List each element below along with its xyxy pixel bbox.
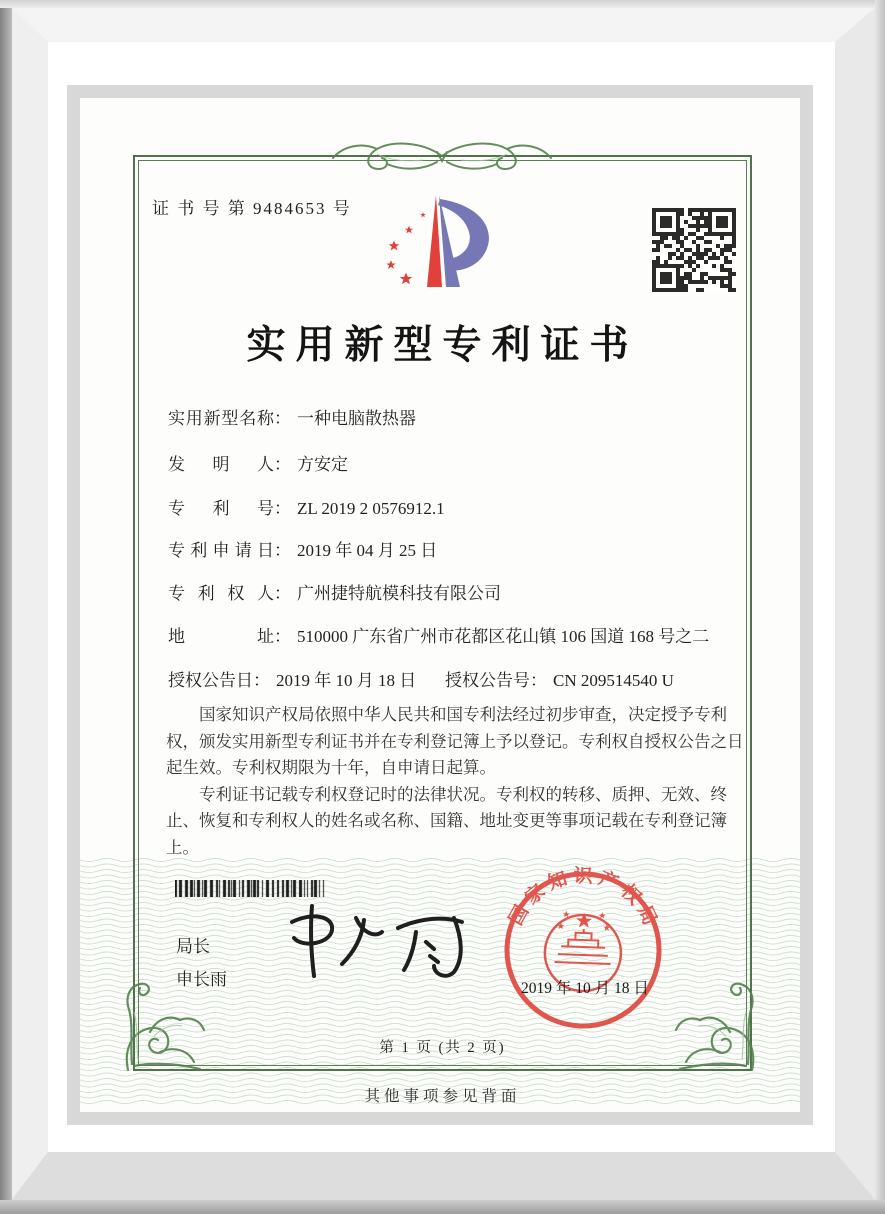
field-value: 方安定 <box>297 455 348 474</box>
cnipa-logo-icon <box>380 188 510 298</box>
field-row-filing-date <box>168 536 437 561</box>
field-label: 专利权人 <box>168 584 274 603</box>
certificate-number: 证 书 号 第 9484653 号 <box>152 199 352 218</box>
frame-edge-top <box>0 0 885 8</box>
label-colon: ： <box>274 541 291 560</box>
label-colon: ： <box>274 584 291 603</box>
cnipa-official-seal <box>495 862 671 1038</box>
label-colon: ： <box>274 409 291 428</box>
field-label: 专利号 <box>168 499 274 518</box>
certificate-paper <box>80 98 800 1112</box>
seal-text: 国家知识产权局 <box>505 865 663 934</box>
qr-code <box>652 208 736 292</box>
bottom-right-flourish-ornament <box>666 972 760 1074</box>
grant-no-value: CN 209514540 U <box>553 671 674 690</box>
grant-no-label: 授权公告号 <box>445 671 530 690</box>
field-value: 510000 广东省广州市花都区花山镇 106 国道 168 号之二 <box>297 627 710 646</box>
body-paragraph: 国家知识产权局依照中华人民共和国专利法经过初步审查，决定授予专利权，颁发实用新型专利证书并在专利登记簿上予以登记。专利权自授权公告之日起生效。专利权期限为十年，自申请日起算。 <box>166 705 744 777</box>
back-note: 其他事项参见背面 <box>364 1088 521 1105</box>
label-colon: ： <box>274 627 291 646</box>
certificate-title: 实用新型专利证书 <box>246 324 639 367</box>
label-colon: ： <box>274 455 291 474</box>
frame-edge-left <box>0 0 12 1214</box>
seal-date: 2019 年 10 月 18 日 <box>521 980 649 997</box>
frame-edge-right <box>875 0 885 1214</box>
field-value: 2019 年 04 月 25 日 <box>297 541 438 560</box>
frame-edge-bottom <box>0 1200 885 1214</box>
top-flourish-ornament <box>327 138 557 174</box>
field-label: 发明人 <box>168 455 274 474</box>
field-row-address <box>168 622 709 647</box>
field-row-inventor <box>168 450 348 475</box>
field-row-name <box>168 404 416 429</box>
field-value: 一种电脑散热器 <box>297 409 416 428</box>
field-row-patent-no <box>168 494 445 519</box>
field-row-grant <box>168 666 674 691</box>
body-paragraph: 专利证书记载专利权登记时的法律状况。专利权的转移、质押、无效、终止、恢复和专利权人的姓名或名称、国籍、地址变更等事项记载在专利登记簿上。 <box>166 784 727 857</box>
commissioner-signature <box>278 894 473 989</box>
field-label: 实用新型名称 <box>168 409 274 428</box>
certificate-body-text <box>166 702 744 861</box>
field-value: 广州捷特航模科技有限公司 <box>297 584 501 603</box>
field-value: ZL 2019 2 0576912.1 <box>297 499 445 518</box>
field-label: 专利申请日 <box>168 541 274 560</box>
page-number: 第 1 页 (共 2 页) <box>379 1040 506 1056</box>
commissioner-name: 申长雨 <box>176 970 227 989</box>
label-colon: ： <box>253 671 270 690</box>
label-colon: ： <box>274 499 291 518</box>
grant-date-label: 授权公告日 <box>168 671 253 690</box>
label-colon: ： <box>530 671 547 690</box>
field-label: 地址 <box>168 627 274 646</box>
commissioner-title: 局长 <box>176 937 210 956</box>
grant-date-value: 2019 年 10 月 18 日 <box>276 671 417 690</box>
field-row-patentee <box>168 579 501 604</box>
